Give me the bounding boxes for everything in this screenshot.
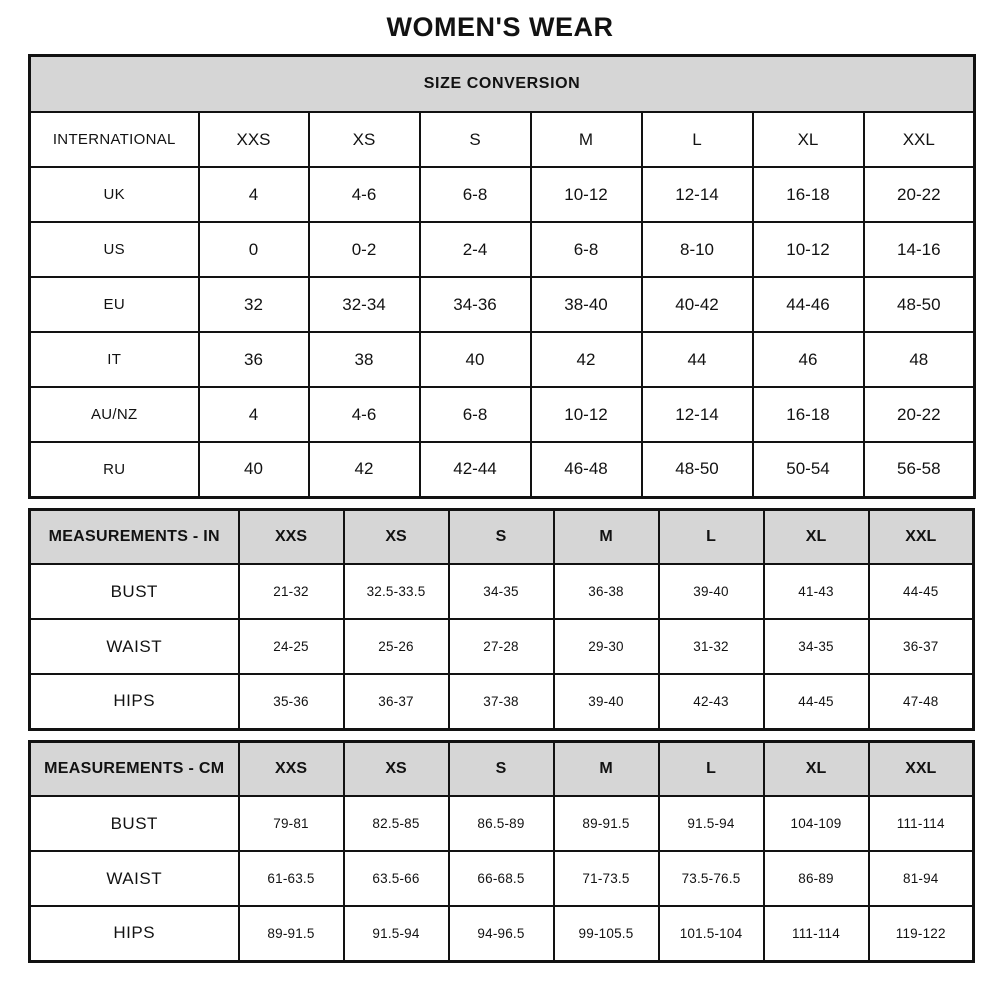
size-value: 4-6 <box>309 387 420 442</box>
measure-value: 91.5-94 <box>659 796 764 851</box>
size-value: 6-8 <box>420 167 531 222</box>
size-col-header: L <box>659 741 764 796</box>
row-label-hips: HIPS <box>30 674 239 729</box>
size-value: 0-2 <box>309 222 420 277</box>
size-value: 32-34 <box>309 277 420 332</box>
measurements-cm-table <box>28 740 975 963</box>
size-conversion-table <box>28 54 976 499</box>
measure-value: 94-96.5 <box>449 906 554 961</box>
table-row-eu <box>30 277 975 332</box>
measure-value: 89-91.5 <box>239 906 344 961</box>
row-label-waist: WAIST <box>30 619 239 674</box>
measure-value: 34-35 <box>764 619 869 674</box>
size-value: 44 <box>642 332 753 387</box>
measure-value: 36-37 <box>869 619 974 674</box>
measurements-in-header-row <box>30 509 974 564</box>
measure-value: 63.5-66 <box>344 851 449 906</box>
measure-value: 37-38 <box>449 674 554 729</box>
size-value: 10-12 <box>531 167 642 222</box>
size-value: 6-8 <box>531 222 642 277</box>
row-label-hips: HIPS <box>30 906 239 961</box>
size-col-header: S <box>449 509 554 564</box>
size-value: 48-50 <box>642 442 753 497</box>
size-col-header: XS <box>344 509 449 564</box>
measure-value: 89-91.5 <box>554 796 659 851</box>
size-value: 14-16 <box>864 222 975 277</box>
size-value: 40-42 <box>642 277 753 332</box>
table-row-ru <box>30 442 975 497</box>
table-row-hips-in <box>30 674 974 729</box>
size-col-header: M <box>531 112 642 167</box>
measure-value: 81-94 <box>869 851 974 906</box>
size-value: 50-54 <box>753 442 864 497</box>
size-value: 42 <box>309 442 420 497</box>
measure-value: 36-37 <box>344 674 449 729</box>
row-label-waist: WAIST <box>30 851 239 906</box>
size-col-header: L <box>642 112 753 167</box>
size-col-header: S <box>420 112 531 167</box>
size-value: 42 <box>531 332 642 387</box>
size-col-header: XXL <box>869 509 974 564</box>
size-value: 2-4 <box>420 222 531 277</box>
measure-value: 44-45 <box>869 564 974 619</box>
measure-value: 101.5-104 <box>659 906 764 961</box>
size-col-header: XS <box>309 112 420 167</box>
size-col-header: XL <box>764 509 869 564</box>
size-col-header: XXL <box>869 741 974 796</box>
measure-value: 86-89 <box>764 851 869 906</box>
size-col-header: XL <box>764 741 869 796</box>
measure-value: 99-105.5 <box>554 906 659 961</box>
size-value: 10-12 <box>753 222 864 277</box>
row-label-us: US <box>30 222 199 277</box>
measurements-cm-title: MEASUREMENTS - CM <box>30 741 239 796</box>
size-col-header: XL <box>753 112 864 167</box>
row-label-uk: UK <box>30 167 199 222</box>
size-col-header: XS <box>344 741 449 796</box>
size-col-header: XXS <box>199 112 309 167</box>
row-label-bust: BUST <box>30 564 239 619</box>
measure-value: 27-28 <box>449 619 554 674</box>
size-value: 4 <box>199 387 309 442</box>
row-label-it: IT <box>30 332 199 387</box>
size-value: 20-22 <box>864 387 975 442</box>
table-row-aunz <box>30 387 975 442</box>
size-value: 8-10 <box>642 222 753 277</box>
measure-value: 35-36 <box>239 674 344 729</box>
measure-value: 86.5-89 <box>449 796 554 851</box>
size-col-header: M <box>554 741 659 796</box>
table-row-waist-in <box>30 619 974 674</box>
size-col-header: S <box>449 741 554 796</box>
row-label-aunz: AU/NZ <box>30 387 199 442</box>
size-value: 56-58 <box>864 442 975 497</box>
size-value: 40 <box>199 442 309 497</box>
measure-value: 79-81 <box>239 796 344 851</box>
table-row-us <box>30 222 975 277</box>
table-row-uk <box>30 167 975 222</box>
measure-value: 61-63.5 <box>239 851 344 906</box>
page-title: WOMEN'S WEAR <box>386 12 614 42</box>
measure-value: 39-40 <box>554 674 659 729</box>
measure-value: 39-40 <box>659 564 764 619</box>
measurements-in-table <box>28 508 975 731</box>
size-value: 4-6 <box>309 167 420 222</box>
table-row-hips-cm <box>30 906 974 961</box>
measure-value: 104-109 <box>764 796 869 851</box>
measure-value: 47-48 <box>869 674 974 729</box>
size-value: 40 <box>420 332 531 387</box>
measure-value: 82.5-85 <box>344 796 449 851</box>
measure-value: 32.5-33.5 <box>344 564 449 619</box>
measure-value: 41-43 <box>764 564 869 619</box>
size-value: 34-36 <box>420 277 531 332</box>
size-col-header: M <box>554 509 659 564</box>
measure-value: 24-25 <box>239 619 344 674</box>
table-row-bust-in <box>30 564 974 619</box>
table-row-it <box>30 332 975 387</box>
size-value: 46-48 <box>531 442 642 497</box>
size-value: 44-46 <box>753 277 864 332</box>
table-row-waist-cm <box>30 851 974 906</box>
size-value: 12-14 <box>642 167 753 222</box>
measure-value: 31-32 <box>659 619 764 674</box>
size-col-header: XXL <box>864 112 975 167</box>
size-col-header: XXS <box>239 741 344 796</box>
size-value: 42-44 <box>420 442 531 497</box>
size-value: 48-50 <box>864 277 975 332</box>
measure-value: 36-38 <box>554 564 659 619</box>
measure-value: 25-26 <box>344 619 449 674</box>
size-value: 10-12 <box>531 387 642 442</box>
measure-value: 66-68.5 <box>449 851 554 906</box>
size-value: 38-40 <box>531 277 642 332</box>
measurements-cm-header-row <box>30 741 974 796</box>
measure-value: 91.5-94 <box>344 906 449 961</box>
size-col-header: XXS <box>239 509 344 564</box>
measure-value: 21-32 <box>239 564 344 619</box>
row-label-eu: EU <box>30 277 199 332</box>
measure-value: 71-73.5 <box>554 851 659 906</box>
row-label-international: INTERNATIONAL <box>30 112 199 167</box>
size-value: 6-8 <box>420 387 531 442</box>
table-row-bust-cm <box>30 796 974 851</box>
size-value: 32 <box>199 277 309 332</box>
size-value: 16-18 <box>753 167 864 222</box>
measure-value: 73.5-76.5 <box>659 851 764 906</box>
size-value: 4 <box>199 167 309 222</box>
measure-value: 34-35 <box>449 564 554 619</box>
size-value: 46 <box>753 332 864 387</box>
size-value: 16-18 <box>753 387 864 442</box>
size-value: 0 <box>199 222 309 277</box>
measure-value: 111-114 <box>869 796 974 851</box>
row-label-bust: BUST <box>30 796 239 851</box>
international-row <box>30 112 975 167</box>
measure-value: 44-45 <box>764 674 869 729</box>
measurements-in-title: MEASUREMENTS - IN <box>30 509 239 564</box>
size-chart-page <box>28 0 972 963</box>
size-value: 48 <box>864 332 975 387</box>
size-value: 12-14 <box>642 387 753 442</box>
size-value: 20-22 <box>864 167 975 222</box>
measure-value: 42-43 <box>659 674 764 729</box>
measure-value: 119-122 <box>869 906 974 961</box>
size-value: 38 <box>309 332 420 387</box>
size-conversion-title: SIZE CONVERSION <box>30 56 975 113</box>
row-label-ru: RU <box>30 442 199 497</box>
size-conversion-header-row <box>30 56 975 113</box>
size-col-header: L <box>659 509 764 564</box>
measure-value: 29-30 <box>554 619 659 674</box>
size-value: 36 <box>199 332 309 387</box>
measure-value: 111-114 <box>764 906 869 961</box>
